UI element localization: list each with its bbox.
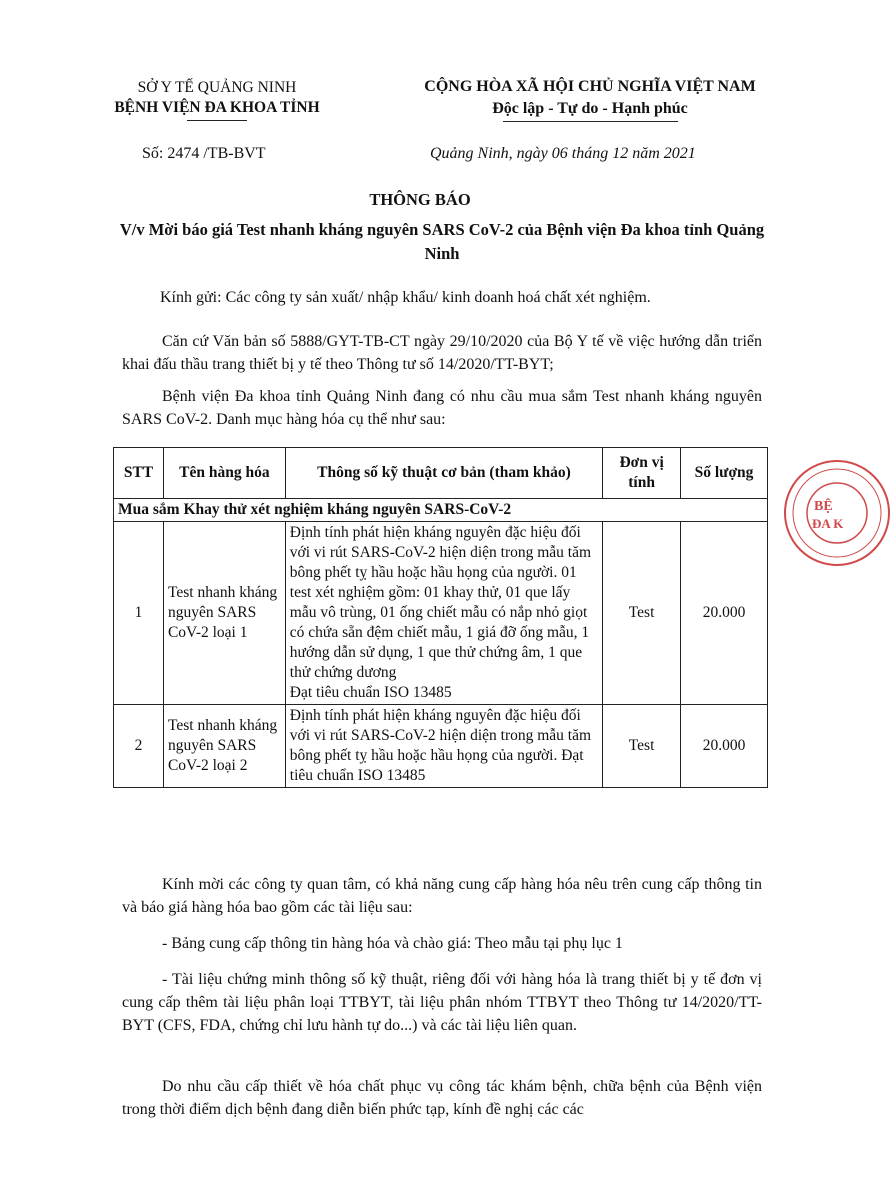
cell-spec: [285, 522, 602, 705]
national-motto: Độc lập - Tự do - Hạnh phúc: [492, 100, 688, 117]
table-row: [114, 522, 768, 705]
country-name: CỘNG HÒA XÃ HỘI CHỦ NGHĨA VIỆT NAM: [424, 78, 756, 95]
spec-standard: Đạt tiêu chuẩn ISO 13485: [289, 684, 452, 701]
cell-qty: 20.000: [681, 522, 768, 705]
table-header-row: [114, 448, 768, 499]
national-header: [385, 76, 795, 122]
stamp-text-2: ĐA K: [812, 516, 844, 531]
paragraph-basis: Căn cứ Văn bản số 5888/GYT-TB-CT ngày 29/10/2020 của Bộ Y tế về việc hướng dẫn triển khai đấu thầu trang thiết bị y tế theo Thông tư số 14/2020/TT-BYT;: [122, 333, 762, 373]
header-qty: Số lượng: [681, 448, 768, 499]
recipient-line: Kính gửi: Các công ty sản xuất/ nhập khẩu/ kinh doanh hoá chất xét nghiệm.: [160, 289, 651, 306]
header-spec: Thông số kỹ thuật cơ bản (tham khảo): [285, 448, 602, 499]
cell-spec: Định tính phát hiện kháng nguyên đặc hiệu đối với vi rút SARS-CoV-2 hiện diện trong mẫu tăm bông phết tỵ hầu hoặc hầu họng của người. Đạt tiêu chuẩn ISO 13485: [285, 705, 602, 788]
cell-stt: 2: [114, 705, 164, 788]
cell-name: Test nhanh kháng nguyên SARS CoV-2 loại 1: [163, 522, 285, 705]
list-item: - Tài liệu chứng minh thông số kỹ thuật, riêng đối với hàng hóa là trang thiết bị y tế đơn vị cung cấp thêm tài liệu phân loại TTBYT, tài liệu phân nhóm TTBYT theo Thông tư 14/2020/TT-BYT (CFS, FDA, chứng chỉ lưu hành tự do...) và các tài liệu liên quan.: [122, 971, 762, 1034]
table-group-row: [114, 499, 768, 522]
paragraph-invite: Kính mời các công ty quan tâm, có khả năng cung cấp hàng hóa nêu trên cung cấp thông tin và báo giá hàng hóa bao gồm các tài liệu sau:: [122, 876, 762, 916]
hospital-name: BỆNH VIỆN ĐA KHOA TỈNH: [114, 99, 320, 116]
paragraph-need: Bệnh viện Đa khoa tỉnh Quảng Ninh đang có nhu cầu mua sắm Test nhanh kháng nguyên SARS CoV-2. Danh mục hàng hóa cụ thể như sau:: [122, 388, 762, 428]
stamp-text-1: BỆ: [814, 499, 833, 514]
cell-name: Test nhanh kháng nguyên SARS CoV-2 loại 2: [163, 705, 285, 788]
document-title: THÔNG BÁO: [369, 190, 471, 209]
official-stamp: [782, 458, 892, 568]
header-unit: Đơn vị tính: [603, 448, 681, 499]
divider: [187, 120, 247, 121]
place-date: Quảng Ninh, ngày 06 tháng 12 năm 2021: [430, 145, 696, 162]
divider: [503, 121, 678, 122]
goods-table: [113, 447, 768, 788]
list-item: - Bảng cung cấp thông tin hàng hóa và chào giá: Theo mẫu tại phụ lục 1: [162, 935, 623, 952]
cell-unit: Test: [603, 522, 681, 705]
issuing-organization: [92, 78, 342, 121]
header-name: Tên hàng hóa: [163, 448, 285, 499]
document-subject: V/v Mời báo giá Test nhanh kháng nguyên SARS CoV-2 của Bệnh viện Đa khoa tỉnh Quảng Ninh: [119, 220, 765, 263]
spec-text: Định tính phát hiện kháng nguyên đặc hiệu đối với vi rút SARS-CoV-2 hiện diện trong mẫu tăm bông phết tỵ hầu hoặc hầu họng của người. 01 test xét nghiệm gồm: 01 khay thử, 01 que lấy mẫu vô trùng, 01 ống chiết mẫu có nắp nhỏ giọt có chứa sẵn đệm chiết mẫu, 1 giá đỡ ống mẫu, 1 hướng dẫn sử dụng, 1 que thử chứng âm, 1 que thử chứng dương: [289, 524, 592, 681]
paragraph-urgent: Do nhu cầu cấp thiết về hóa chất phục vụ công tác khám bệnh, chữa bệnh của Bệnh viện trong thời điểm dịch bệnh đang diễn biến phức tạp, kính đề nghị các các: [122, 1078, 762, 1118]
cell-unit: Test: [603, 705, 681, 788]
document-number: Số: 2474 /TB-BVT: [142, 145, 266, 162]
header-stt: STT: [114, 448, 164, 499]
cell-qty: 20.000: [681, 705, 768, 788]
stamp-seal-icon: [782, 458, 892, 568]
department-name: SỞ Y TẾ QUẢNG NINH: [137, 79, 297, 96]
cell-stt: 1: [114, 522, 164, 705]
table-row: [114, 705, 768, 788]
group-title: Mua sắm Khay thử xét nghiệm kháng nguyên SARS-CoV-2: [114, 499, 768, 522]
